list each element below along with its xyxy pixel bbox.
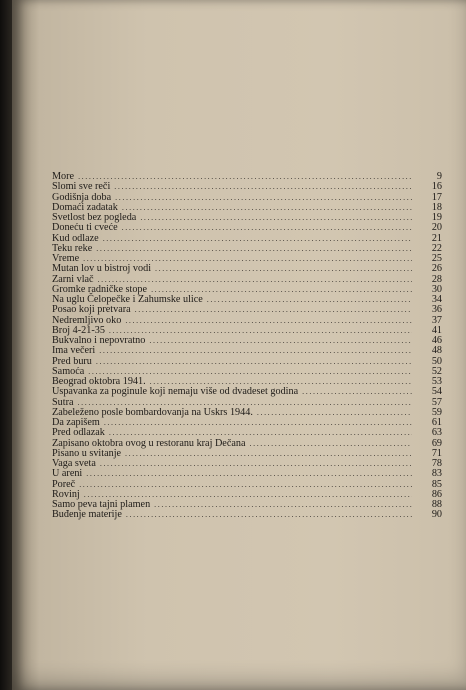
leader-dots (109, 428, 412, 438)
toc-entry (52, 459, 442, 469)
toc-page-number: 25 (431, 253, 442, 264)
leader-dots (125, 449, 412, 459)
toc-entry (52, 449, 442, 459)
toc-title: Zabeleženo posle bombardovanja na Uskrs 1944. (52, 406, 253, 418)
toc-page-number: 28 (431, 273, 442, 285)
toc-entry (52, 305, 442, 315)
toc-page-number: 61 (431, 417, 442, 428)
toc-page-number: 78 (431, 458, 442, 469)
toc-page-number: 88 (431, 499, 442, 510)
toc-page-number: 53 (431, 376, 442, 387)
toc-title: Samoća (52, 365, 85, 377)
toc-page-number: 30 (431, 283, 442, 295)
leader-dots (79, 480, 412, 490)
toc-title: Samo peva tajni plamen (52, 499, 151, 510)
leader-dots (154, 500, 412, 510)
toc-entry (52, 428, 442, 438)
toc-title: Uspavanka za poginule koji nemaju više od dvadeset godina (52, 386, 299, 398)
toc-entry (52, 223, 442, 233)
leader-dots (122, 223, 412, 233)
toc-title: More (52, 171, 75, 182)
leader-dots (250, 439, 413, 449)
toc-page-number: 21 (431, 232, 442, 244)
toc-title: Ima večeri (52, 345, 96, 357)
toc-title: U areni (52, 468, 83, 480)
leader-dots (99, 346, 412, 356)
leader-dots (257, 408, 412, 418)
toc-title: Nedremljivo oko (52, 314, 122, 326)
toc-title: Bukvalno i nepovratno (52, 335, 146, 346)
leader-dots (302, 387, 412, 397)
leader-dots (207, 295, 412, 305)
toc-title: Sutra (52, 396, 74, 408)
book-page (12, 0, 466, 690)
toc-title: Broj 4-21-35 (52, 324, 105, 336)
toc-page-number: 20 (431, 222, 442, 234)
toc-page-number: 46 (431, 335, 442, 346)
table-of-contents (52, 172, 442, 521)
toc-page-number: 83 (431, 468, 442, 480)
toc-page-number: 48 (431, 345, 442, 357)
toc-title: Beograd oktobra 1941. (52, 376, 146, 387)
toc-entry (52, 172, 442, 182)
toc-title: Godišnja doba (52, 191, 112, 203)
leader-dots (96, 244, 412, 254)
toc-entry (52, 408, 442, 418)
leader-dots (155, 264, 412, 274)
toc-page-number: 37 (431, 314, 442, 326)
toc-title: Da zapišem (52, 417, 100, 428)
toc-title: Kud odlaze (52, 232, 99, 244)
toc-title: Poreč (52, 478, 76, 490)
toc-title: Rovinj (52, 488, 80, 500)
toc-title: Pisano u svitanje (52, 447, 122, 459)
toc-title: Svetlost bez pogleda (52, 212, 137, 223)
toc-page-number: 52 (431, 365, 442, 377)
leader-dots (135, 305, 412, 315)
toc-entry (52, 418, 442, 428)
toc-entry (52, 264, 442, 274)
leader-dots (109, 326, 412, 336)
toc-title: Buđenje materije (52, 509, 122, 521)
toc-entry (52, 336, 442, 346)
toc-entry (52, 346, 442, 356)
toc-page-number: 41 (431, 324, 442, 336)
toc-title: Pred buru (52, 355, 92, 367)
toc-entry (52, 469, 442, 479)
toc-entry (52, 244, 442, 254)
leader-dots (86, 469, 412, 479)
toc-title: Vreme (52, 253, 80, 264)
toc-entry (52, 510, 442, 520)
leader-dots (126, 510, 412, 520)
toc-page-number: 54 (431, 386, 442, 398)
toc-entry (52, 480, 442, 490)
leader-dots (104, 418, 412, 428)
toc-page-number: 34 (431, 294, 442, 305)
toc-title: Pred odlazak (52, 427, 105, 439)
toc-page-number: 63 (431, 427, 442, 439)
toc-page-number: 17 (431, 191, 442, 203)
toc-page-number: 22 (431, 242, 442, 254)
toc-title: Posao koji pretvara (52, 304, 131, 316)
toc-page-number: 71 (431, 447, 442, 459)
book-spine-shadow (0, 0, 12, 690)
leader-dots (114, 182, 412, 192)
leader-dots (100, 459, 412, 469)
toc-page-number: 19 (431, 212, 442, 223)
toc-page-number: 69 (431, 437, 442, 449)
toc-page-number: 18 (431, 201, 442, 213)
leader-dots (149, 336, 412, 346)
toc-entry (52, 182, 442, 192)
toc-title: Zapisano oktobra ovog u restoranu kraj Dečana (52, 437, 246, 449)
toc-page-number: 86 (431, 488, 442, 500)
leader-dots (115, 193, 412, 203)
leader-dots (96, 357, 412, 367)
toc-page-number: 50 (431, 355, 442, 367)
leader-dots (125, 316, 412, 326)
toc-page-number: 85 (431, 478, 442, 490)
toc-title: Zarni vlač (52, 273, 94, 285)
toc-entry (52, 316, 442, 326)
toc-entry (52, 357, 442, 367)
leader-dots (122, 203, 412, 213)
toc-title: Mutan lov u bistroj vodi (52, 263, 152, 275)
leader-dots (140, 213, 412, 223)
toc-title: Domaći zadatak (52, 201, 118, 213)
toc-title: Teku reke (52, 242, 93, 254)
toc-page-number: 59 (431, 406, 442, 418)
toc-entry (52, 387, 442, 397)
leader-dots (78, 172, 412, 182)
toc-page-number: 90 (431, 509, 442, 521)
leader-dots (103, 234, 412, 244)
toc-page-number: 36 (431, 304, 442, 316)
toc-page-number: 16 (431, 181, 442, 193)
toc-page-number: 9 (436, 171, 442, 182)
toc-title: Na uglu Čelopečke i Zahumske ulice (52, 294, 203, 305)
toc-title: Slomi sve reči (52, 181, 111, 193)
toc-page-number: 57 (431, 396, 442, 408)
toc-title: Gromke radničke stope (52, 283, 148, 295)
toc-title: Doneću ti cveće (52, 222, 118, 234)
toc-entry (52, 234, 442, 244)
toc-title: Vaga sveta (52, 458, 96, 469)
toc-page-number: 26 (431, 263, 442, 275)
